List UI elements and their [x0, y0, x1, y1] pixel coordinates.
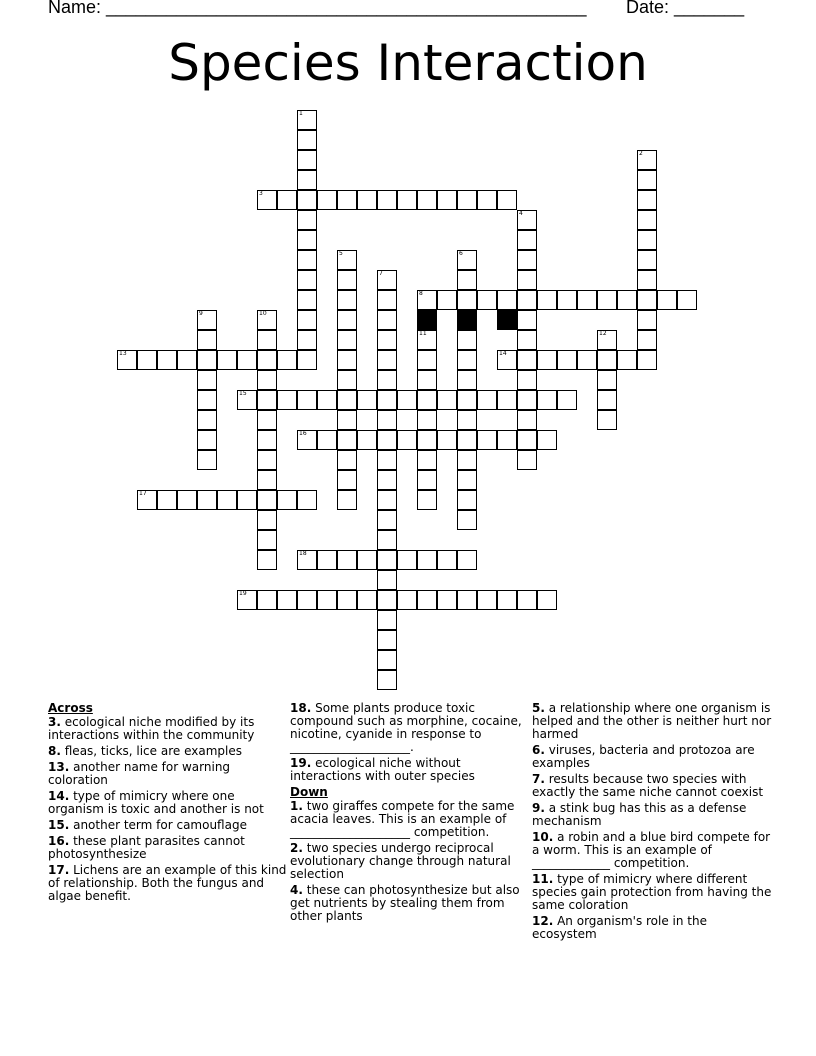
answer-cell[interactable]	[377, 430, 397, 450]
answer-cell[interactable]	[377, 350, 397, 370]
answer-cell[interactable]	[377, 510, 397, 530]
answer-cell[interactable]	[637, 170, 657, 190]
answer-cell[interactable]	[637, 150, 657, 170]
clue-text: ecological niche modified by its interactions within the community	[48, 715, 255, 742]
answer-cell[interactable]	[297, 150, 317, 170]
clue-number-label: 11	[419, 330, 427, 337]
answer-cell[interactable]	[557, 390, 577, 410]
answer-cell[interactable]	[417, 430, 437, 450]
answer-cell[interactable]	[397, 590, 417, 610]
answer-cell[interactable]	[197, 430, 217, 450]
answer-cell[interactable]	[257, 390, 277, 410]
clue-across-3	[48, 716, 288, 742]
answer-cell[interactable]	[297, 490, 317, 510]
clue-number-label: 2	[639, 150, 643, 157]
answer-cell[interactable]	[337, 470, 357, 490]
answer-cell[interactable]	[337, 270, 357, 290]
clue-number-label: 15	[239, 390, 247, 397]
answer-cell[interactable]	[257, 370, 277, 390]
answer-cell[interactable]	[297, 230, 317, 250]
answer-cell[interactable]	[297, 430, 317, 450]
answer-cell[interactable]	[177, 490, 197, 510]
answer-cell[interactable]	[577, 350, 597, 370]
answer-cell[interactable]	[257, 530, 277, 550]
clue-number-label: 17	[139, 490, 147, 497]
answer-cell[interactable]	[177, 350, 197, 370]
answer-cell[interactable]	[377, 390, 397, 410]
clue-down-4	[290, 884, 530, 923]
answer-cell[interactable]	[417, 190, 437, 210]
clue-across-16	[48, 835, 288, 861]
clue-number-label: 9	[199, 310, 203, 317]
clue-number-label: 7	[379, 270, 383, 277]
clue-number: 19.	[290, 756, 312, 770]
clue-number: 11.	[532, 872, 554, 886]
answer-cell[interactable]	[317, 430, 337, 450]
answer-cell[interactable]	[197, 450, 217, 470]
answer-cell[interactable]	[517, 270, 537, 290]
clue-across-13	[48, 761, 288, 787]
answer-cell[interactable]	[597, 350, 617, 370]
answer-cell[interactable]	[337, 290, 357, 310]
clue-across-19	[290, 757, 530, 783]
answer-cell[interactable]	[257, 350, 277, 370]
answer-cell[interactable]	[637, 330, 657, 350]
answer-cell[interactable]	[357, 190, 377, 210]
answer-cell[interactable]	[457, 470, 477, 490]
answer-cell[interactable]	[197, 410, 217, 430]
clue-number: 9.	[532, 801, 545, 815]
answer-cell[interactable]	[217, 490, 237, 510]
answer-cell[interactable]	[617, 350, 637, 370]
answer-cell[interactable]	[537, 350, 557, 370]
answer-cell[interactable]	[417, 330, 437, 350]
answer-cell[interactable]	[377, 530, 397, 550]
clue-column-2	[290, 702, 530, 926]
answer-cell[interactable]	[497, 390, 517, 410]
answer-cell[interactable]	[297, 110, 317, 130]
answer-cell[interactable]	[477, 590, 497, 610]
answer-cell[interactable]	[457, 250, 477, 270]
answer-cell[interactable]	[277, 390, 297, 410]
answer-cell[interactable]	[137, 490, 157, 510]
answer-cell[interactable]	[337, 410, 357, 430]
clue-text: results because two species with exactly the same niche cannot coexist	[532, 772, 764, 799]
date-field-label[interactable]: Date: _______	[626, 0, 745, 17]
clue-down-11	[532, 873, 772, 912]
answer-cell[interactable]	[437, 390, 457, 410]
answer-cell[interactable]	[377, 270, 397, 290]
answer-cell[interactable]	[357, 550, 377, 570]
answer-cell[interactable]	[457, 510, 477, 530]
answer-cell[interactable]	[337, 450, 357, 470]
answer-cell[interactable]	[457, 490, 477, 510]
answer-cell[interactable]	[457, 290, 477, 310]
clue-across-14	[48, 790, 288, 816]
answer-cell[interactable]	[417, 450, 437, 470]
answer-cell[interactable]	[397, 430, 417, 450]
answer-cell[interactable]	[197, 490, 217, 510]
clue-text: ecological niche without interactions with outer species	[290, 756, 475, 783]
answer-cell[interactable]	[417, 410, 437, 430]
clue-down-7	[532, 773, 772, 799]
clue-number: 12.	[532, 914, 554, 928]
answer-cell[interactable]	[257, 590, 277, 610]
clue-number: 4.	[290, 883, 303, 897]
answer-cell[interactable]	[337, 390, 357, 410]
answer-cell[interactable]	[517, 410, 537, 430]
answer-cell[interactable]	[377, 490, 397, 510]
clue-down-2	[290, 842, 530, 881]
answer-cell[interactable]	[137, 350, 157, 370]
answer-cell[interactable]	[197, 390, 217, 410]
answer-cell[interactable]	[457, 370, 477, 390]
answer-cell[interactable]	[277, 490, 297, 510]
answer-cell[interactable]	[417, 290, 437, 310]
clue-number-label: 3	[259, 190, 263, 197]
answer-cell[interactable]	[317, 190, 337, 210]
answer-cell[interactable]	[497, 590, 517, 610]
answer-cell[interactable]	[677, 290, 697, 310]
answer-cell[interactable]	[357, 430, 377, 450]
answer-cell[interactable]	[377, 610, 397, 630]
clue-down-5	[532, 702, 772, 741]
answer-cell[interactable]	[637, 350, 657, 370]
block-cell	[417, 310, 437, 330]
answer-cell[interactable]	[197, 370, 217, 390]
clue-number: 13.	[48, 760, 70, 774]
answer-cell[interactable]	[637, 230, 657, 250]
answer-cell[interactable]	[297, 210, 317, 230]
answer-cell[interactable]	[437, 190, 457, 210]
answer-cell[interactable]	[337, 250, 357, 270]
answer-cell[interactable]	[597, 390, 617, 410]
clue-number: 7.	[532, 772, 545, 786]
clue-text: these can photosynthesize but also get nutrients by stealing them from other plants	[290, 883, 520, 923]
clue-text: Some plants produce toxic compound such as morphine, cocaine, nicotine, cyanide in response to ____________________.	[290, 701, 522, 754]
answer-cell[interactable]	[517, 330, 537, 350]
answer-cell[interactable]	[457, 550, 477, 570]
answer-cell[interactable]	[497, 290, 517, 310]
answer-cell[interactable]	[417, 390, 437, 410]
clue-down-6	[532, 744, 772, 770]
answer-cell[interactable]	[157, 490, 177, 510]
answer-cell[interactable]	[517, 350, 537, 370]
answer-cell[interactable]	[597, 370, 617, 390]
answer-cell[interactable]	[657, 290, 677, 310]
answer-cell[interactable]	[377, 650, 397, 670]
clue-text: type of mimicry where one organism is toxic and another is not	[48, 789, 264, 816]
answer-cell[interactable]	[517, 430, 537, 450]
clue-number: 18.	[290, 701, 312, 715]
clue-text: another term for camouflage	[73, 818, 247, 832]
answer-cell[interactable]	[457, 410, 477, 430]
answer-cell[interactable]	[397, 190, 417, 210]
answer-cell[interactable]	[457, 350, 477, 370]
answer-cell[interactable]	[557, 350, 577, 370]
answer-cell[interactable]	[457, 270, 477, 290]
answer-cell[interactable]	[537, 290, 557, 310]
answer-cell[interactable]	[417, 350, 437, 370]
clue-number-label: 10	[259, 310, 267, 317]
answer-cell[interactable]	[117, 350, 137, 370]
answer-cell[interactable]	[377, 190, 397, 210]
answer-cell[interactable]	[457, 590, 477, 610]
clue-number: 5.	[532, 701, 545, 715]
answer-cell[interactable]	[557, 290, 577, 310]
answer-cell[interactable]	[477, 290, 497, 310]
clue-number: 8.	[48, 744, 61, 758]
answer-cell[interactable]	[417, 490, 437, 510]
answer-cell[interactable]	[537, 590, 557, 610]
clue-column-1	[48, 702, 288, 906]
answer-cell[interactable]	[277, 590, 297, 610]
answer-cell[interactable]	[457, 430, 477, 450]
clue-number-label: 16	[299, 430, 307, 437]
answer-cell[interactable]	[237, 390, 257, 410]
answer-cell[interactable]	[637, 290, 657, 310]
answer-cell[interactable]	[517, 590, 537, 610]
answer-cell[interactable]	[377, 290, 397, 310]
answer-cell[interactable]	[637, 210, 657, 230]
answer-cell[interactable]	[297, 590, 317, 610]
answer-cell[interactable]	[297, 310, 317, 330]
clue-text: these plant parasites cannot photosynthesize	[48, 834, 245, 861]
answer-cell[interactable]	[277, 350, 297, 370]
answer-cell[interactable]	[257, 430, 277, 450]
answer-cell[interactable]	[517, 370, 537, 390]
clue-number: 14.	[48, 789, 70, 803]
answer-cell[interactable]	[437, 430, 457, 450]
answer-cell[interactable]	[517, 290, 537, 310]
answer-cell[interactable]	[417, 590, 437, 610]
clue-down-10	[532, 831, 772, 870]
answer-cell[interactable]	[597, 330, 617, 350]
clue-across-17	[48, 864, 288, 903]
answer-cell[interactable]	[377, 310, 397, 330]
clue-number: 15.	[48, 818, 70, 832]
clue-number-label: 18	[299, 550, 307, 557]
answer-cell[interactable]	[297, 170, 317, 190]
clue-text: two giraffes compete for the same acacia leaves. This is an example of ____________________ competition.	[290, 799, 515, 839]
answer-cell[interactable]	[637, 310, 657, 330]
clue-number-label: 8	[419, 290, 423, 297]
answer-cell[interactable]	[597, 290, 617, 310]
answer-cell[interactable]	[377, 450, 397, 470]
answer-cell[interactable]	[277, 190, 297, 210]
clue-text: viruses, bacteria and protozoa are examples	[532, 743, 755, 770]
block-cell	[457, 310, 477, 330]
clue-number-label: 1	[299, 110, 303, 117]
answer-cell[interactable]	[597, 410, 617, 430]
clue-number: 3.	[48, 715, 61, 729]
answer-cell[interactable]	[337, 350, 357, 370]
answer-cell[interactable]	[257, 490, 277, 510]
answer-cell[interactable]	[257, 450, 277, 470]
clue-text: a robin and a blue bird compete for a worm. This is an example of _____________ competition.	[532, 830, 771, 870]
answer-cell[interactable]	[377, 330, 397, 350]
clue-number-label: 14	[499, 350, 507, 357]
answer-cell[interactable]	[377, 590, 397, 610]
clue-text: another name for warning coloration	[48, 760, 231, 787]
answer-cell[interactable]	[337, 550, 357, 570]
answer-cell[interactable]	[637, 250, 657, 270]
answer-cell[interactable]	[317, 550, 337, 570]
answer-cell[interactable]	[577, 290, 597, 310]
answer-cell[interactable]	[337, 370, 357, 390]
clue-text: fleas, ticks, lice are examples	[64, 744, 242, 758]
clue-number: 6.	[532, 743, 545, 757]
clue-text: type of mimicry where different species gain protection from having the same coloration	[532, 872, 772, 912]
clue-column-3	[532, 702, 772, 944]
clue-number-label: 5	[339, 250, 343, 257]
answer-cell[interactable]	[357, 390, 377, 410]
clue-number-label: 12	[599, 330, 607, 337]
answer-cell[interactable]	[377, 370, 397, 390]
answer-cell[interactable]	[257, 190, 277, 210]
answer-cell[interactable]	[257, 310, 277, 330]
answer-cell[interactable]	[377, 570, 397, 590]
clue-number: 16.	[48, 834, 70, 848]
answer-cell[interactable]	[457, 330, 477, 350]
clue-text: An organism's role in the ecosystem	[532, 914, 707, 941]
clue-number: 1.	[290, 799, 303, 813]
answer-cell[interactable]	[517, 310, 537, 330]
answer-cell[interactable]	[297, 330, 317, 350]
answer-cell[interactable]	[297, 270, 317, 290]
answer-cell[interactable]	[517, 450, 537, 470]
answer-cell[interactable]	[237, 490, 257, 510]
answer-cell[interactable]	[457, 450, 477, 470]
clue-number-label: 13	[119, 350, 127, 357]
answer-cell[interactable]	[377, 410, 397, 430]
clue-number-label: 6	[459, 250, 463, 257]
answer-cell[interactable]	[517, 210, 537, 230]
answer-cell[interactable]	[457, 390, 477, 410]
clue-down-1	[290, 800, 530, 839]
answer-cell[interactable]	[617, 290, 637, 310]
clue-number-label: 19	[239, 590, 247, 597]
clue-number: 2.	[290, 841, 303, 855]
answer-cell[interactable]	[477, 190, 497, 210]
answer-cell[interactable]	[297, 290, 317, 310]
answer-cell[interactable]	[517, 250, 537, 270]
answer-cell[interactable]	[477, 390, 497, 410]
clue-number: 17.	[48, 863, 70, 877]
clue-across-15	[48, 819, 288, 832]
answer-cell[interactable]	[517, 230, 537, 250]
answer-cell[interactable]	[197, 330, 217, 350]
answer-cell[interactable]	[337, 310, 357, 330]
answer-cell[interactable]	[637, 270, 657, 290]
clue-down-12	[532, 915, 772, 941]
answer-cell[interactable]	[377, 470, 397, 490]
answer-cell[interactable]	[417, 550, 437, 570]
clue-down-9	[532, 802, 772, 828]
answer-cell[interactable]	[237, 350, 257, 370]
answer-cell[interactable]	[417, 470, 437, 490]
answer-cell[interactable]	[377, 550, 397, 570]
answer-cell[interactable]	[297, 130, 317, 150]
clue-text: a stink bug has this as a defense mechanism	[532, 801, 747, 828]
answer-cell[interactable]	[297, 390, 317, 410]
answer-cell[interactable]	[457, 190, 477, 210]
answer-cell[interactable]	[517, 390, 537, 410]
answer-cell[interactable]	[437, 290, 457, 310]
answer-cell[interactable]	[257, 470, 277, 490]
clue-number: 10.	[532, 830, 554, 844]
answer-cell[interactable]	[337, 190, 357, 210]
answer-cell[interactable]	[337, 490, 357, 510]
answer-cell[interactable]	[497, 190, 517, 210]
clue-across-8	[48, 745, 288, 758]
clue-number-label: 4	[519, 210, 523, 217]
answer-cell[interactable]	[377, 630, 397, 650]
clue-across-18	[290, 702, 530, 754]
answer-cell[interactable]	[497, 350, 517, 370]
clue-text: a relationship where one organism is helped and the other is neither hurt nor harmed	[532, 701, 772, 741]
clue-text: two species undergo reciprocal evolutionary change through natural selection	[290, 841, 511, 881]
answer-cell[interactable]	[417, 370, 437, 390]
answer-cell[interactable]	[197, 350, 217, 370]
answer-cell[interactable]	[377, 670, 397, 690]
answer-cell[interactable]	[537, 390, 557, 410]
answer-cell[interactable]	[257, 330, 277, 350]
answer-cell[interactable]	[357, 590, 377, 610]
down-heading: Down	[290, 785, 328, 799]
answer-cell[interactable]	[337, 590, 357, 610]
block-cell	[497, 310, 517, 330]
answer-cell[interactable]	[217, 350, 237, 370]
answer-cell[interactable]	[477, 430, 497, 450]
answer-cell[interactable]	[197, 310, 217, 330]
answer-cell[interactable]	[437, 590, 457, 610]
answer-cell[interactable]	[297, 350, 317, 370]
answer-cell[interactable]	[397, 390, 417, 410]
answer-cell[interactable]	[337, 430, 357, 450]
answer-cell[interactable]	[297, 550, 317, 570]
answer-cell[interactable]	[537, 430, 557, 450]
answer-cell[interactable]	[437, 550, 457, 570]
answer-cell[interactable]	[337, 330, 357, 350]
clue-text: Lichens are an example of this kind of relationship. Both the fungus and algae benefit.	[48, 863, 287, 903]
answer-cell[interactable]	[397, 550, 417, 570]
answer-cell[interactable]	[257, 550, 277, 570]
answer-cell[interactable]	[297, 250, 317, 270]
answer-cell[interactable]	[257, 410, 277, 430]
across-heading: Across	[48, 701, 93, 715]
answer-cell[interactable]	[237, 590, 257, 610]
answer-cell[interactable]	[317, 390, 337, 410]
answer-cell[interactable]	[637, 190, 657, 210]
answer-cell[interactable]	[157, 350, 177, 370]
answer-cell[interactable]	[257, 510, 277, 530]
page-title: Species Interaction	[168, 34, 648, 92]
name-field-label[interactable]: Name: ________________________________________________	[48, 0, 587, 17]
answer-cell[interactable]	[497, 430, 517, 450]
answer-cell[interactable]	[297, 190, 317, 210]
answer-cell[interactable]	[317, 590, 337, 610]
